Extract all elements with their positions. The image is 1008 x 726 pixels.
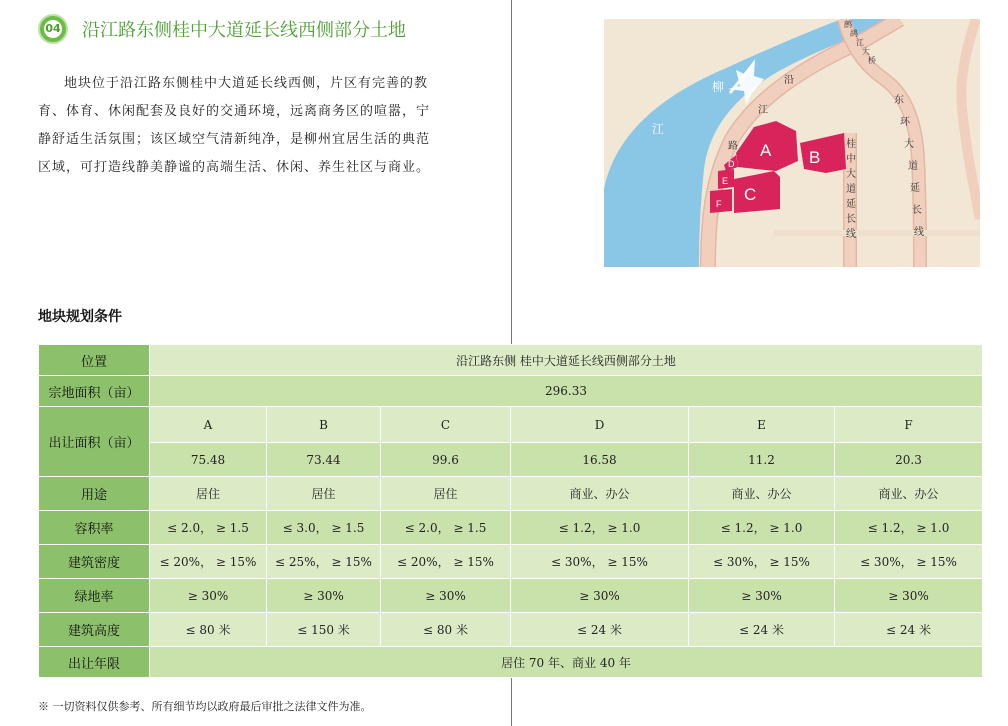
- usage-cell: 商业、办公: [835, 477, 983, 511]
- green-ratio-cell: ≥ 30%: [835, 579, 983, 613]
- usage-cell: 商业、办公: [511, 477, 689, 511]
- usage-cell: 居住: [267, 477, 381, 511]
- plot-ratio-cell: ≤ 1.2， ≥ 1.0: [835, 511, 983, 545]
- plot-ratio-cell: ≤ 2.0， ≥ 1.5: [381, 511, 511, 545]
- page-title: 沿江路东侧桂中大道延长线西侧部分土地: [82, 20, 406, 41]
- green-ratio-cell: ≥ 30%: [689, 579, 835, 613]
- row-plot-ratio: [39, 511, 983, 545]
- green-ratio-cell: ≥ 30%: [267, 579, 381, 613]
- row-plot-names: [39, 407, 983, 443]
- guizhong-road-label: 中: [846, 154, 856, 165]
- river-label-jiang: 江: [652, 122, 665, 136]
- row-term: [39, 647, 983, 678]
- plot-name-cell: C: [381, 407, 511, 443]
- building-density-cell: ≤ 30%， ≥ 15%: [511, 545, 689, 579]
- plot-ratio-label: 容积率: [39, 511, 150, 545]
- donghuan-road-label: 长: [912, 205, 922, 216]
- plot-ratio-cell: ≤ 1.2， ≥ 1.0: [511, 511, 689, 545]
- row-total-area: [39, 376, 983, 407]
- donghuan-road-label: 延: [910, 183, 920, 194]
- building-height-label: 建筑高度: [39, 613, 150, 647]
- plot-label-c: C: [744, 185, 757, 204]
- yanjiang-road-label: 路: [728, 141, 738, 152]
- plot-area-cell: 20.3: [835, 443, 983, 477]
- transfer-area-label: 出让面积（亩）: [39, 407, 150, 477]
- building-density-cell: ≤ 20%， ≥ 15%: [150, 545, 267, 579]
- row-usage: [39, 477, 983, 511]
- row-plot-areas: [39, 443, 983, 477]
- corner-road-label: 桥: [868, 56, 876, 65]
- building-density-label: 建筑密度: [39, 545, 150, 579]
- corner-road-label: 鸪: [850, 29, 858, 38]
- yanjiang-road-label: 沿: [784, 75, 794, 86]
- green-ratio-cell: ≥ 30%: [150, 579, 267, 613]
- guizhong-road-label: 道: [846, 184, 856, 195]
- plot-name-cell: A: [150, 407, 267, 443]
- plot-name-cell: F: [835, 407, 983, 443]
- building-density-cell: ≤ 30%， ≥ 15%: [835, 545, 983, 579]
- building-height-cell: ≤ 150 米: [267, 613, 381, 647]
- green-ratio-label: 绿地率: [39, 579, 150, 613]
- building-density-cell: ≤ 25%， ≥ 15%: [267, 545, 381, 579]
- location-map: [604, 19, 980, 267]
- row-building-height: [39, 613, 983, 647]
- building-height-cell: ≤ 24 米: [835, 613, 983, 647]
- donghuan-road-label: 环: [900, 117, 910, 128]
- location-label: 位置: [39, 345, 150, 376]
- plot-ratio-cell: ≤ 3.0， ≥ 1.5: [267, 511, 381, 545]
- building-height-cell: ≤ 80 米: [381, 613, 511, 647]
- yanjiang-road-label: 江: [758, 105, 768, 116]
- section-number-badge: [38, 14, 68, 44]
- location-value: 沿江路东侧 桂中大道延长线西侧部分土地: [150, 345, 983, 376]
- building-height-cell: ≤ 24 米: [689, 613, 835, 647]
- green-ratio-cell: ≥ 30%: [511, 579, 689, 613]
- usage-cell: 商业、办公: [689, 477, 835, 511]
- plot-name-cell: B: [267, 407, 381, 443]
- corner-road-label: 江: [856, 38, 864, 47]
- green-ratio-cell: ≥ 30%: [381, 579, 511, 613]
- usage-cell: 居住: [150, 477, 267, 511]
- guizhong-road-label: 桂: [846, 139, 856, 150]
- term-label: 出让年限: [39, 647, 150, 678]
- donghuan-road-label: 东: [894, 95, 904, 106]
- intro-paragraph: 地块位于沿江路东侧桂中大道延长线西侧，片区有完善的教育、体育、休闲配套及良好的交通环境，远离商务区的喧嚣，宁静舒适生活氛围；该区域空气清新纯净，是柳州宜居生活的典范区域，可打造线静美静谧的高端生活、休闲、养生社区与商业。: [38, 76, 431, 175]
- guizhong-road-label: 大: [846, 169, 856, 180]
- river-label-liu: 柳: [712, 80, 725, 94]
- plot-label-a: A: [760, 141, 772, 160]
- corner-road-label: 大: [862, 47, 870, 56]
- intro-text: [38, 70, 438, 182]
- guizhong-road-label: 长: [846, 214, 856, 225]
- building-density-cell: ≤ 30%， ≥ 15%: [689, 545, 835, 579]
- corner-road-label: 鹧: [844, 20, 852, 29]
- plot-name-cell: D: [511, 407, 689, 443]
- donghuan-road-label: 线: [914, 227, 924, 238]
- section-title: 地块规划条件: [38, 309, 122, 325]
- plot-label-b: B: [809, 148, 821, 167]
- donghuan-road-label: 大: [904, 139, 914, 150]
- donghuan-road-label: 道: [908, 161, 918, 172]
- row-location: [39, 345, 983, 376]
- row-green-ratio: [39, 579, 983, 613]
- plot-ratio-cell: ≤ 1.2， ≥ 1.0: [689, 511, 835, 545]
- plot-area-cell: 16.58: [511, 443, 689, 477]
- plot-label-f: F: [716, 199, 722, 209]
- plot-label-e: E: [722, 176, 729, 186]
- total-area-value: 296.33: [150, 376, 983, 407]
- total-area-label: 宗地面积（亩）: [39, 376, 150, 407]
- building-height-cell: ≤ 24 米: [511, 613, 689, 647]
- plot-planning-table: [38, 344, 983, 678]
- plot-area-cell: 11.2: [689, 443, 835, 477]
- footnote: ※ 一切资料仅供参考、所有细节均以政府最后审批之法律文件为准。: [38, 700, 372, 713]
- plot-area-cell: 75.48: [150, 443, 267, 477]
- guizhong-road-label: 延: [846, 199, 856, 210]
- usage-label: 用途: [39, 477, 150, 511]
- term-value: 居住 70 年、商业 40 年: [150, 647, 983, 678]
- plot-area-cell: 99.6: [381, 443, 511, 477]
- plot-ratio-cell: ≤ 2.0， ≥ 1.5: [150, 511, 267, 545]
- building-density-cell: ≤ 20%， ≥ 15%: [381, 545, 511, 579]
- plot-area-cell: 73.44: [267, 443, 381, 477]
- usage-cell: 居住: [381, 477, 511, 511]
- section-number: 04: [44, 20, 62, 38]
- guizhong-road-label: 线: [846, 229, 856, 240]
- building-height-cell: ≤ 80 米: [150, 613, 267, 647]
- plot-name-cell: E: [689, 407, 835, 443]
- plot-label-d: D: [728, 159, 735, 169]
- row-building-density: [39, 545, 983, 579]
